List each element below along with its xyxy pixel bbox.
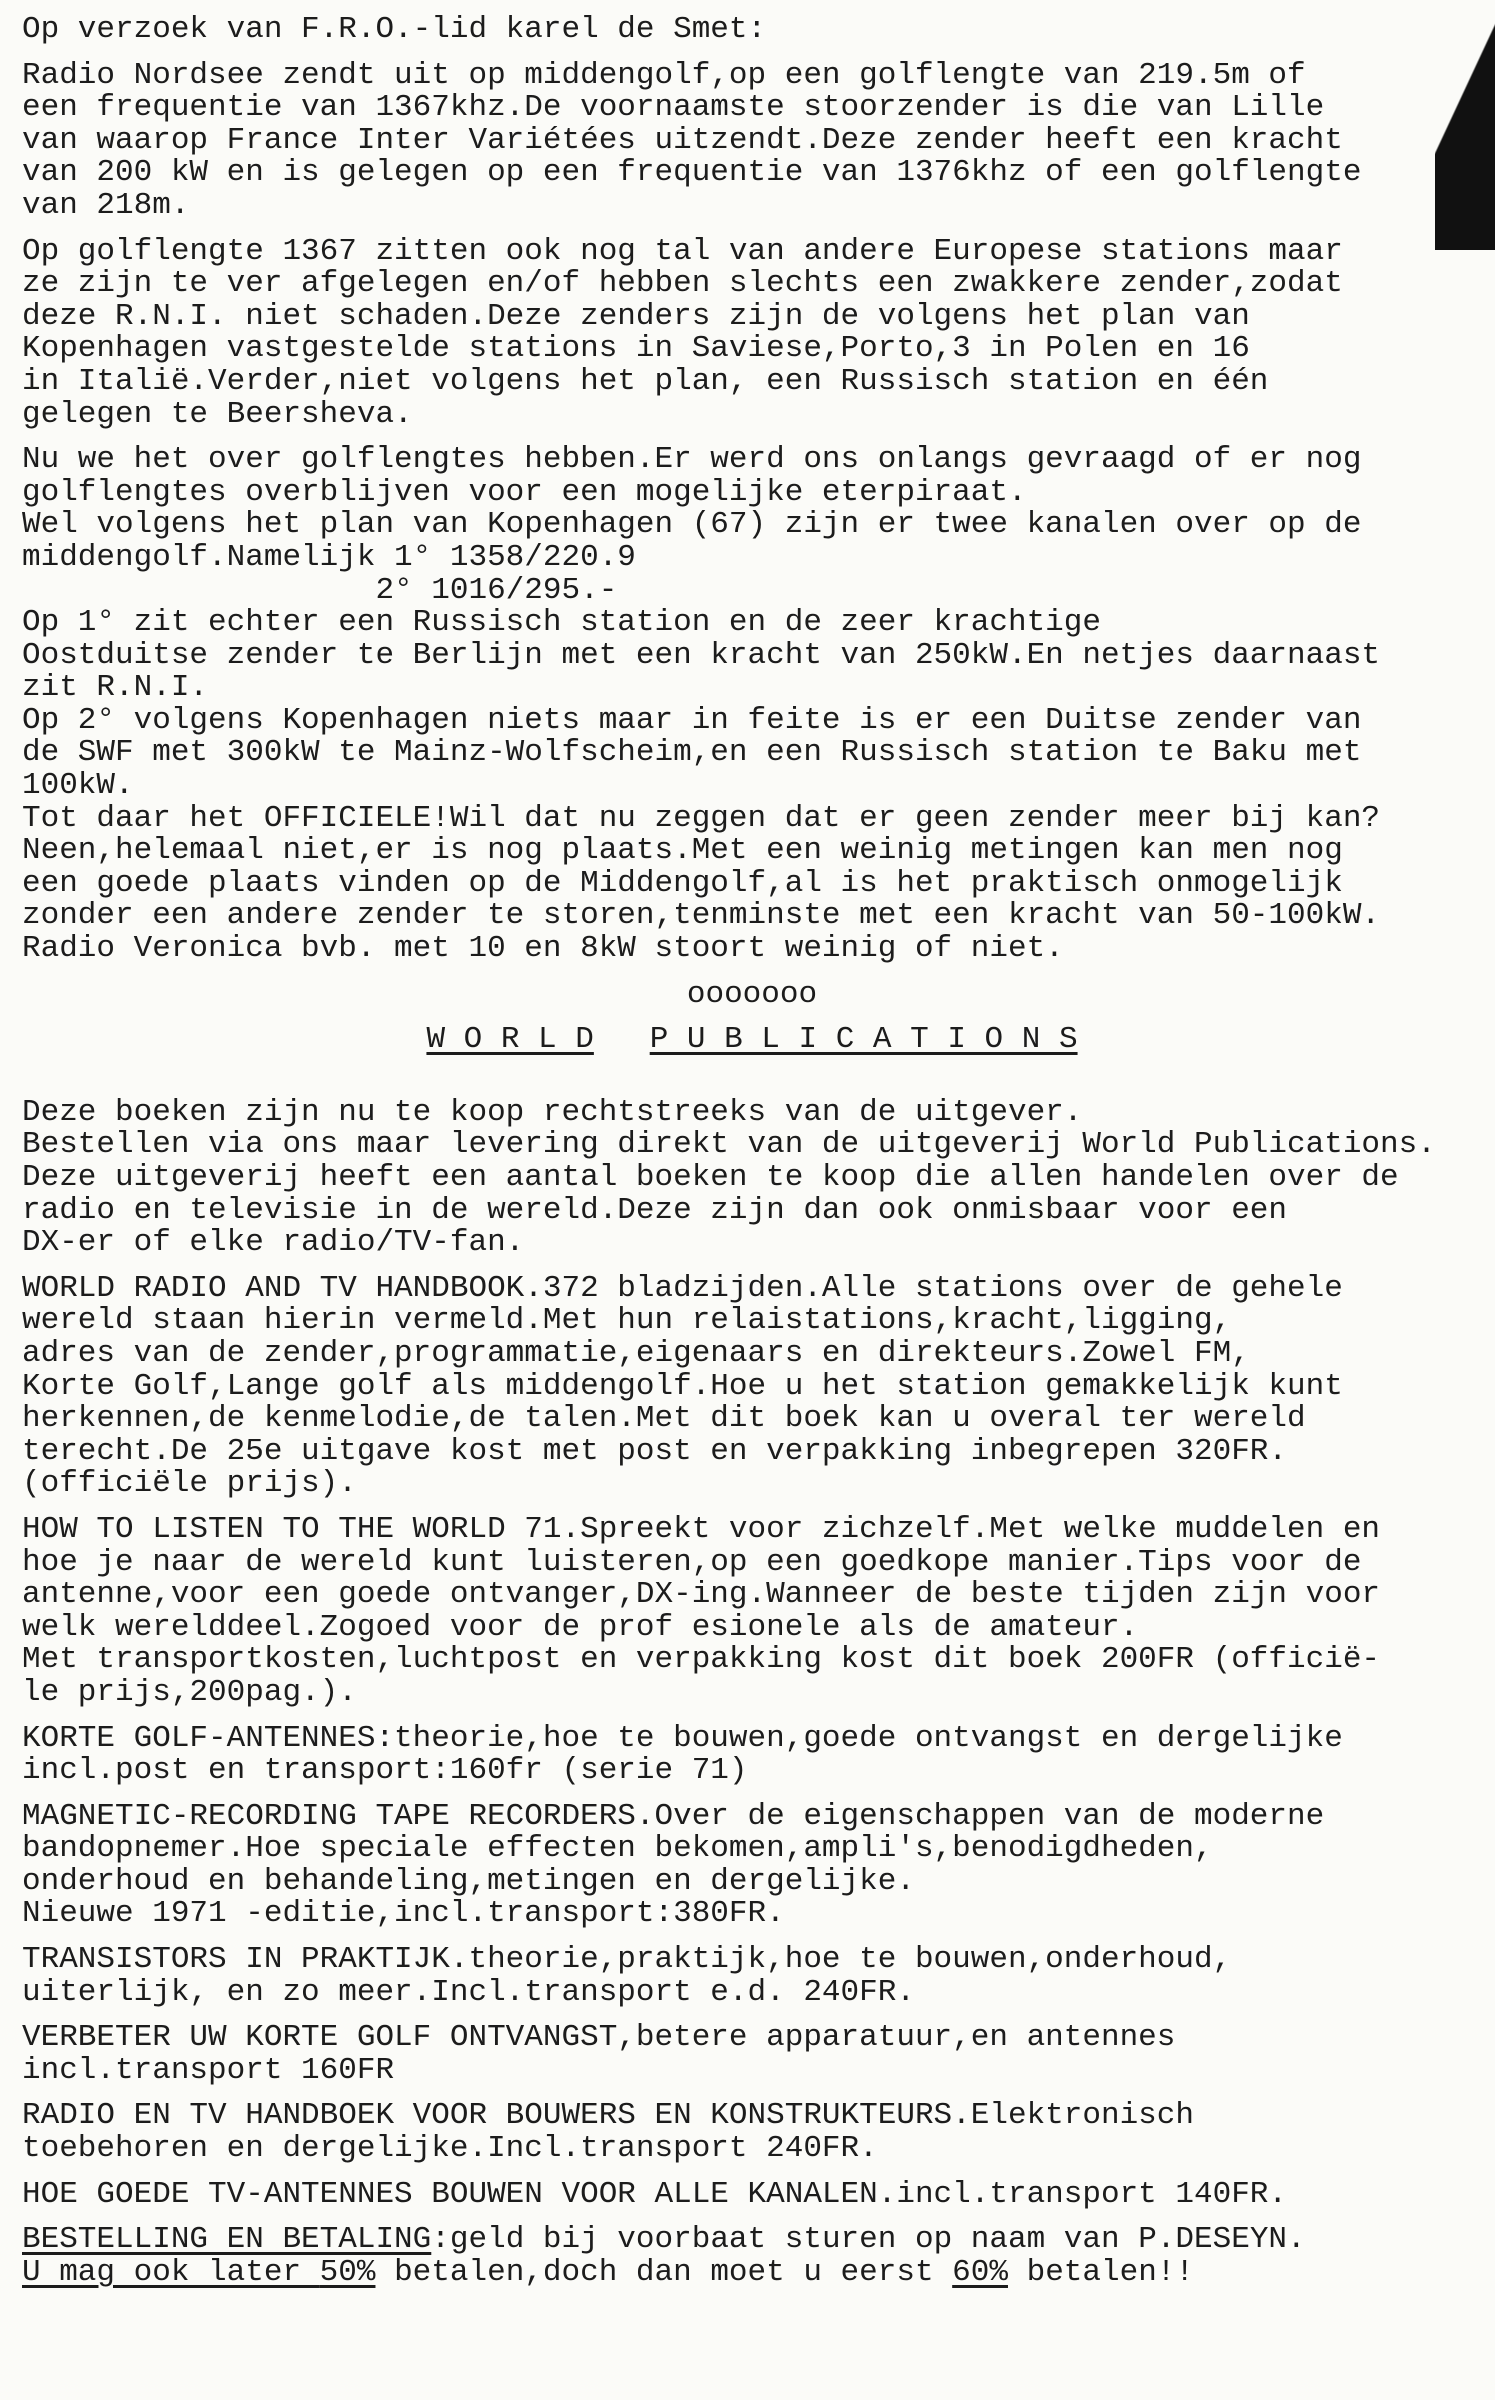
text-line: Korte Golf,Lange golf als middengolf.Hoe u het station gemakkelijk kunt	[22, 1368, 1343, 1404]
text-line: terecht.De 25e uitgave kost met post en verpakking inbegrepen 320FR.	[22, 1433, 1288, 1469]
text-line: VERBETER UW KORTE GOLF ONTVANGST,betere apparatuur,en antennes	[22, 2020, 1176, 2056]
text-line: van 218m.	[22, 187, 190, 223]
text-line: de SWF met 300kW te Mainz-Wolfscheim,en een Russisch station te Baku met	[22, 735, 1362, 771]
text-line: ze zijn te ver afgelegen en/of hebben slechts een zwakkere zender,zodat	[22, 266, 1343, 302]
book-transistors	[22, 1944, 1482, 2009]
document-page	[22, 14, 1482, 2289]
text-line: golflengtes overblijven voor een mogelijke eterpiraat.	[22, 474, 1027, 510]
text-line: HOW TO LISTEN TO THE WORLD 71.Spreekt voor zichzelf.Met welke muddelen en	[22, 1511, 1381, 1547]
text-line: deze R.N.I. niet schaden.Deze zenders zijn de volgens het plan van	[22, 298, 1250, 334]
text-line: middengolf.Namelijk 1° 1358/220.9	[22, 539, 636, 575]
text-line: 100kW.	[22, 768, 134, 804]
text-line: Oostduitse zender te Berlijn met een kracht van 250kW.En netjes daarnaast	[22, 637, 1381, 673]
order-line-1	[22, 2224, 1482, 2257]
text-line: uiterlijk, en zo meer.Incl.transport e.d. 240FR.	[22, 1974, 915, 2010]
text-line: een frequentie van 1367khz.De voornaamste stoorzender is die van Lille	[22, 90, 1325, 126]
order-payment-block	[22, 2224, 1482, 2289]
text-line: onderhoud en behandeling,metingen en dergelijke.	[22, 1863, 915, 1899]
text-line: Radio Nordsee zendt uit op middengolf,op een golflengte van 219.5m of	[22, 57, 1306, 93]
text-line: Nieuwe 1971 -editie,incl.transport:380FR.	[22, 1896, 785, 1932]
book-magnetic-recording	[22, 1798, 1482, 1932]
text-line: KORTE GOLF-ANTENNES:theorie,hoe te bouwen,goede ontvangst en dergelijke	[22, 1720, 1343, 1756]
text-line: TRANSISTORS IN PRAKTIJK.theorie,praktijk,hoe te bouwen,onderhoud,	[22, 1942, 1232, 1978]
heading-word-world: W O R L D	[426, 1022, 594, 1058]
paragraph-world-publications-intro	[22, 1094, 1482, 1261]
text-line: van 200 kW en is gelegen op een frequentie van 1376khz of een golflengte	[22, 155, 1362, 191]
text-line: incl.transport 160FR	[22, 2052, 395, 2088]
text-line: incl.post en transport:160fr (serie 71)	[22, 1753, 748, 1789]
book-how-to-listen	[22, 1511, 1482, 1710]
text-line: Deze uitgeverij heeft een aantal boeken te koop die allen handelen over de	[22, 1160, 1399, 1195]
order-percent-first: 60%	[952, 2254, 1008, 2290]
text-line: 2° 1016/295.-	[22, 572, 618, 608]
order-label: BESTELLING EN BETALING	[22, 2222, 432, 2258]
text-line: gelegen te Beersheva.	[22, 396, 413, 432]
text-line: Met transportkosten,luchtpost en verpakking kost dit boek 200FR (officië-	[22, 1642, 1381, 1678]
intro-line: Op verzoek van F.R.O.-lid karel de Smet:	[22, 12, 767, 47]
heading-word-publications: P U B L I C A T I O N S	[649, 1022, 1078, 1058]
text-line: Kopenhagen vastgestelde stations in Saviese,Porto,3 in Polen en 16	[22, 331, 1250, 367]
text-line: WORLD RADIO AND TV HANDBOOK.372 bladzijden.Alle stations over de gehele	[22, 1270, 1343, 1306]
text-line: antenne,voor een goede ontvanger,DX-ing.Wanneer de beste tijden zijn voor	[22, 1577, 1381, 1613]
paragraph-golflengte-1367	[22, 233, 1482, 432]
order-percent-later: 50%	[319, 2254, 376, 2290]
book-radio-tv-handboek	[22, 2100, 1482, 2165]
text-line: welk werelddeel.Zogoed voor de prof esionele als de amateur.	[22, 1609, 1139, 1645]
section-heading	[22, 1024, 1482, 1057]
order-line-2	[22, 2254, 1482, 2290]
order-text-a: U mag ook later	[22, 2254, 320, 2290]
text-line: (officiële prijs).	[22, 1466, 357, 1502]
text-line: toebehoren en dergelijke.Incl.transport 240FR.	[22, 2131, 878, 2167]
text-line: wereld staan hierin vermeld.Met hun relaistations,kracht,ligging,	[22, 1303, 1232, 1339]
text-line: DX-er of elke radio/TV-fan.	[22, 1225, 525, 1261]
text-line: Neen,helemaal niet,er is nog plaats.Met een weinig metingen kan men nog	[22, 833, 1343, 869]
text-line: HOE GOEDE TV-ANTENNES BOUWEN VOOR ALLE KANALEN.incl.transport 140FR.	[22, 2176, 1288, 2212]
text-line: zonder een andere zender te storen,tenminste met een kracht van 50-100kW.	[22, 898, 1381, 934]
text-line: Nu we het over golflengtes hebben.Er werd ons onlangs gevraagd of er nog	[22, 442, 1362, 478]
text-line: Bestellen via ons maar levering direkt van de uitgeverij World Publications.	[22, 1127, 1436, 1163]
text-line: MAGNETIC-RECORDING TAPE RECORDERS.Over de eigenschappen van de moderne	[22, 1798, 1325, 1834]
text-line: in Italië.Verder,niet volgens het plan, een Russisch station en één	[22, 363, 1269, 399]
text-line: Tot daar het OFFICIELE!Wil dat nu zeggen dat er geen zender meer bij kan?	[22, 800, 1381, 836]
text-line: zit R.N.I.	[22, 670, 209, 706]
text-line: le prijs,200pag.).	[22, 1674, 357, 1710]
text-line: Radio Veronica bvb. met 10 en 8kW stoort weinig of niet.	[22, 931, 1064, 967]
text-line: Op 2° volgens Kopenhagen niets maar in feite is er een Duitse zender van	[22, 702, 1362, 738]
text-line: van waarop France Inter Variétées uitzendt.Deze zender heeft een kracht	[22, 122, 1343, 158]
text-line: hoe je naar de wereld kunt luisteren,op een goedkope manier.Tips voor de	[22, 1544, 1362, 1580]
paragraph-golflengtes	[22, 444, 1482, 966]
text-line: bandopnemer.Hoe speciale effecten bekomen,ampli's,benodigdheden,	[22, 1831, 1213, 1867]
text-line: Deze boeken zijn nu te koop rechtstreeks van de uitgever.	[22, 1094, 1083, 1130]
order-text-c: betalen!!	[1007, 2254, 1195, 2290]
paragraph-radio-nordsee	[22, 57, 1482, 223]
text-line: herkennen,de kenmelodie,de talen.Met dit boek kan u overal ter wereld	[22, 1401, 1306, 1437]
text-line: adres van de zender,programmatie,eigenaars en direkteurs.Zowel FM,	[22, 1335, 1250, 1371]
text-line: een goede plaats vinden op de Middengolf,al is het praktisch onmogelijk	[22, 865, 1343, 901]
book-tv-antennes	[22, 2176, 1482, 2212]
text-line: RADIO EN TV HANDBOEK VOOR BOUWERS EN KONSTRUKTEURS.Elektronisch	[22, 2098, 1194, 2134]
text-line: radio en televisie in de wereld.Deze zijn dan ook onmisbaar voor een	[22, 1192, 1288, 1228]
book-korte-golf-antennes	[22, 1720, 1482, 1789]
text-line: Op golflengte 1367 zitten ook nog tal van andere Europese stations maar	[22, 233, 1343, 269]
section-separator: ooooooo	[686, 976, 818, 1012]
book-world-radio-tv-handbook	[22, 1270, 1482, 1502]
order-instruction: :geld bij voorbaat sturen op naam van P.DESEYN.	[431, 2222, 1306, 2258]
order-text-b: betalen,doch dan moet u eerst	[375, 2254, 953, 2290]
text-line: Op 1° zit echter een Russisch station en de zeer krachtige	[22, 605, 1101, 641]
text-line: Wel volgens het plan van Kopenhagen (67) zijn er twee kanalen over op de	[22, 507, 1362, 543]
book-verbeter-uw-korte-golf	[22, 2022, 1482, 2087]
